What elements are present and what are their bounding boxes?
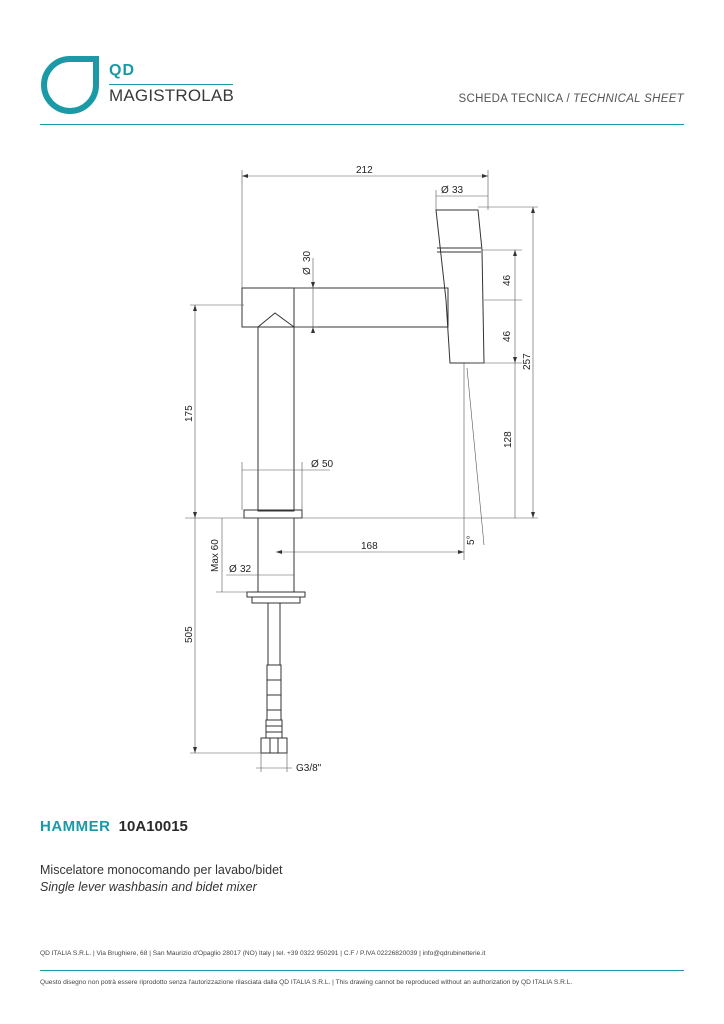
footer-rule [40,970,684,971]
dim-reach: 168 [361,541,378,552]
title-italian: SCHEDA TECNICA [458,93,564,105]
threaded-rod [268,603,280,665]
dim-shank-diameter: 32 [240,564,252,575]
dim-shank-diameter-symbol: Ø [229,564,237,575]
product-name: HAMMER [40,818,111,835]
washer [252,597,300,603]
braided-hose [267,665,281,720]
product-code: 10A10015 [118,818,188,835]
dim-base-diameter: 50 [322,459,334,470]
product-heading [40,818,188,835]
dim-segment-lower: 46 [502,330,513,342]
dim-spout-diameter-symbol: Ø [441,185,449,196]
dim-max-deck: Max 60 [210,539,221,572]
brand-name: MAGISTROLAB [109,86,235,105]
description-english: Single lever washbasin and bidet mixer [40,880,257,894]
dim-base-diameter-symbol: Ø [311,459,319,470]
nut [247,592,305,597]
dim-outlet-height: 128 [503,431,514,448]
dim-body-height: 175 [184,405,195,422]
dim-spout-diameter: 33 [452,185,464,196]
hex-nut [261,738,287,753]
dim-hose-length: 505 [184,626,195,643]
spout-arm [242,288,448,327]
description-italian: Miscelatore monocomando per lavabo/bidet [40,863,283,877]
dim-total-height: 257 [522,353,533,370]
dim-total-length: 212 [356,165,373,176]
dim-angle: 5° [466,535,477,545]
brand-short: QD [109,62,135,79]
arm-chamfer [258,313,294,327]
dim-segment-upper: 46 [502,274,513,286]
body-column [258,327,294,511]
title-english: TECHNICAL SHEET [572,93,684,105]
title-separator: / [566,93,570,105]
hose-fitting [266,720,282,738]
shank [258,518,294,592]
footer-address: QD ITALIA S.R.L. | Via Brughiere, 68 | San Maurizio d'Opaglio 28017 (NO) Italy | tel. +39 0322 950291 | C.F / P.IVA 02226820039 | info@qdrubinetterie.it [40,950,486,957]
dim-neck-diameter-symbol: Ø [302,267,313,275]
dim-connection: G3/8" [296,763,322,774]
footer-disclaimer: Questo disegno non potrà essere riprodotto senza l'autorizzazione rilasciata dalla QD ITALIA S.R.L. | This drawing cannot be reproduced without an authorization by QD ITALIA S.R.L. [40,979,573,986]
dim-neck-diameter: 30 [302,250,313,262]
spout-head [436,210,484,363]
